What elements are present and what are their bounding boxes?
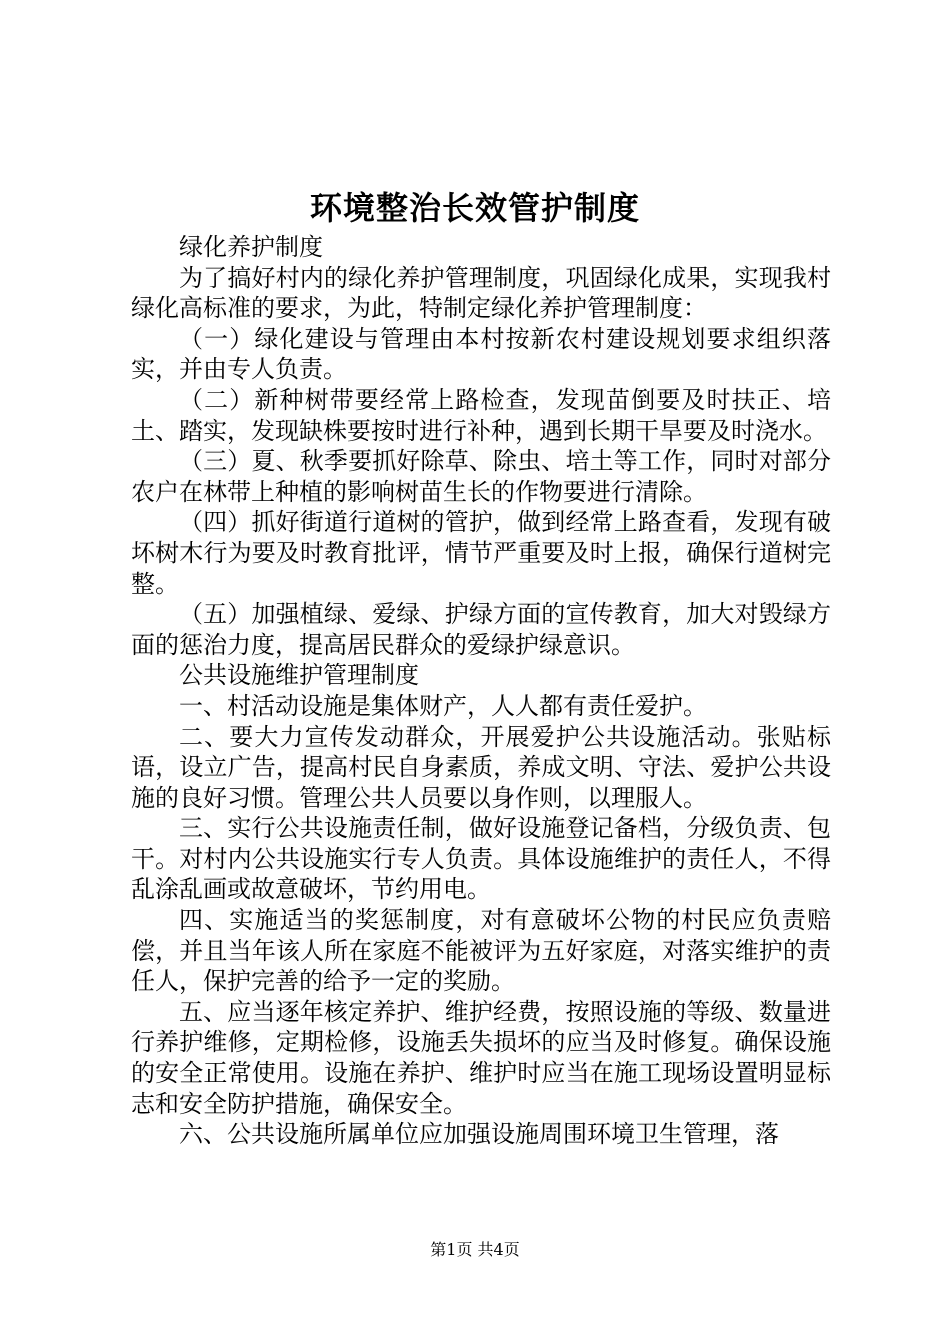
- document-title: 环境整治长效管护制度: [309, 189, 640, 227]
- page-footer: 第1页 共4页: [430, 1240, 520, 1259]
- paragraph-item-4: （四）抓好街道行道树的管护，做到经常上路查看，发现有破坏树木行为要及时教育批评，情节严重要及时上报，确保行道树完整。: [131, 508, 831, 598]
- paragraph-item-1: （一）绿化建设与管理由本村按新农村建设规划要求组织落实，并由专人负责。: [131, 324, 831, 384]
- paragraph-item-5: （五）加强植绿、爱绿、护绿方面的宣传教育，加大对毁绿方面的惩治力度，提高居民群众的爱绿护绿意识。: [131, 600, 831, 659]
- paragraph-rule-3: 三、实行公共设施责任制，做好设施登记备档，分级负责、包干。对村内公共设施实行专人负责。具体设施维护的责任人，不得乱涂乱画或故意破坏，节约用电。: [131, 814, 831, 904]
- paragraph-intro: 为了搞好村内的绿化养护管理制度，巩固绿化成果，实现我村绿化高标准的要求，为此，特制定绿化养护管理制度：: [131, 263, 831, 323]
- paragraph-rule-5: 五、应当逐年核定养护、维护经费，按照设施的等级、数量进行养护维修，定期检修，设施丢失损坏的应当及时修复。确保设施的安全正常使用。设施在养护、维护时应当在施工现场设置明显标志和安全防护措施，确保安全。: [131, 997, 831, 1118]
- paragraph-rule-2: 二、要大力宣传发动群众，开展爱护公共设施活动。张贴标语，设立广告，提高村民自身素质，养成文明、守法、爱护公共设施的良好习惯。管理公共人员要以身作则，以理服人。: [131, 722, 831, 812]
- paragraph-rule-4: 四、实施适当的奖惩制度，对有意破坏公物的村民应负责赔偿，并且当年该人所在家庭不能被评为五好家庭，对落实维护的责任人，保护完善的给予一定的奖励。: [131, 906, 831, 996]
- section-heading-facilities: 公共设施维护管理制度: [179, 661, 419, 690]
- paragraph-rule-6: 六、公共设施所属单位应加强设施周围环境卫生管理，落: [179, 1120, 779, 1149]
- document-body: [131, 232, 831, 1150]
- paragraph-item-3: （三）夏、秋季要抓好除草、除虫、培土等工作，同时对部分农户在林带上种植的影响树苗生长的作物要进行清除。: [131, 447, 831, 506]
- section-heading-greening: 绿化养护制度: [179, 233, 323, 261]
- paragraph-item-2: （二）新种树带要经常上路检查，发现苗倒要及时扶正、培土、踏实，发现缺株要按时进行补种，遇到长期干旱要及时浇水。: [131, 385, 831, 445]
- paragraph-rule-1: 一、村活动设施是集体财产，人人都有责任爱护。: [179, 691, 707, 720]
